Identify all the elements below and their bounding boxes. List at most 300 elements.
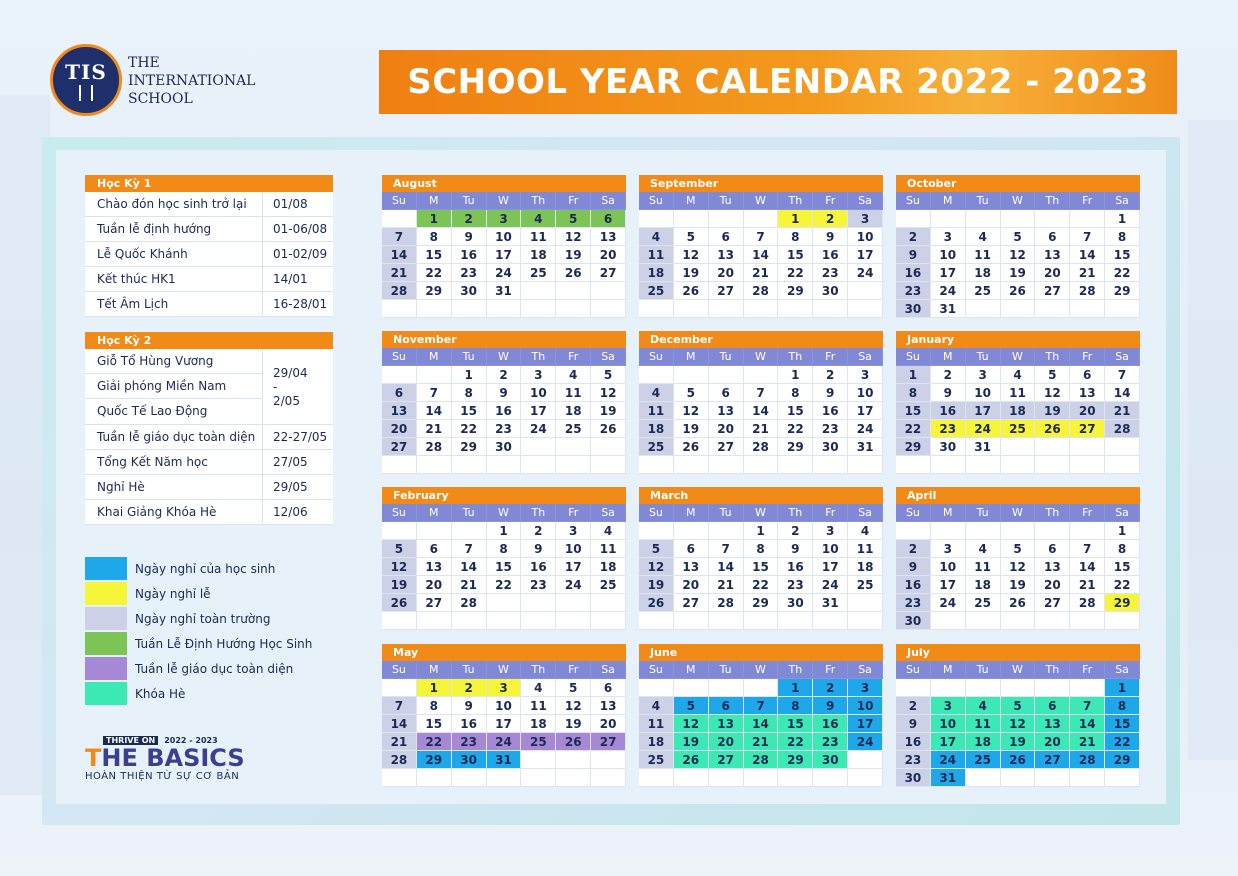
empty-day-cell [1001, 769, 1036, 787]
calendar-day: 24 [966, 420, 1001, 438]
calendar-day: 28 [382, 282, 417, 300]
weekday-header: M [931, 192, 966, 210]
calendar-day: 24 [521, 420, 556, 438]
empty-day-cell [639, 366, 674, 384]
calendar-day: 29 [778, 282, 813, 300]
weekday-header: Tu [452, 504, 487, 522]
legend-label: Ngày nghỉ lễ [135, 586, 211, 601]
calendar-day: 28 [1070, 594, 1105, 612]
weekday-header: M [674, 192, 709, 210]
calendar-day: 26 [674, 282, 709, 300]
calendar-day: 19 [382, 576, 417, 594]
legend-item [85, 606, 312, 631]
empty-day-cell [487, 456, 522, 474]
calendar-day: 10 [966, 384, 1001, 402]
calendar-day: 28 [1105, 420, 1140, 438]
calendar-day: 5 [674, 697, 709, 715]
calendar-day: 11 [639, 246, 674, 264]
brand-name: HE BASICS [101, 744, 245, 772]
weekday-header: Sa [848, 348, 883, 366]
calendar-day: 6 [417, 540, 452, 558]
weekday-header: Th [1035, 348, 1070, 366]
event-row [85, 450, 333, 475]
calendar-day: 6 [1035, 697, 1070, 715]
weekday-header: Sa [591, 504, 626, 522]
calendar-day: 10 [848, 228, 883, 246]
calendar-day: 24 [487, 264, 522, 282]
calendar-day: 29 [744, 594, 779, 612]
empty-day-cell [521, 612, 556, 630]
calendar-day: 19 [1035, 402, 1070, 420]
event-row [85, 500, 333, 525]
empty-day-cell [744, 366, 779, 384]
calendar-day: 9 [521, 540, 556, 558]
calendar-day: 29 [417, 282, 452, 300]
weekday-header: Fr [813, 348, 848, 366]
calendar-day: 19 [556, 715, 591, 733]
calendar-day: 12 [639, 558, 674, 576]
calendar-day: 21 [417, 420, 452, 438]
calendar-day: 12 [1035, 384, 1070, 402]
calendar-day: 12 [556, 697, 591, 715]
weekday-header: Sa [1105, 348, 1140, 366]
calendar-day: 21 [382, 264, 417, 282]
empty-day-cell [744, 679, 779, 697]
weekday-header: W [1001, 661, 1036, 679]
calendar-day: 8 [487, 540, 522, 558]
calendar-day: 18 [966, 264, 1001, 282]
calendar-day: 17 [931, 576, 966, 594]
calendar-day: 13 [709, 715, 744, 733]
event-name: Tuần lễ định hướng [85, 217, 263, 241]
calendar-day: 4 [556, 366, 591, 384]
background-building [1188, 120, 1238, 760]
calendar-day: 10 [813, 540, 848, 558]
empty-day-cell [1001, 522, 1036, 540]
calendar-day: 20 [709, 264, 744, 282]
legend-label: Tuần Lễ Định Hướng Học Sinh [135, 636, 313, 651]
month-title: April [896, 487, 1140, 504]
branding-years: 2022 - 2023 [164, 736, 218, 745]
calendar-day: 8 [452, 384, 487, 402]
empty-day-cell [931, 210, 966, 228]
calendar-day: 21 [1105, 402, 1140, 420]
calendar-day: 25 [1001, 420, 1036, 438]
empty-day-cell [966, 769, 1001, 787]
calendar-day: 11 [848, 540, 883, 558]
empty-day-cell [966, 456, 1001, 474]
event-row [85, 425, 333, 450]
calendar-day: 26 [1001, 751, 1036, 769]
calendar-day: 7 [417, 384, 452, 402]
calendar-day: 4 [591, 522, 626, 540]
calendar-day: 13 [1035, 558, 1070, 576]
event-date: 01-06/08 [273, 222, 328, 236]
empty-day-cell [639, 300, 674, 318]
calendar-day: 25 [966, 282, 1001, 300]
calendar-day: 9 [896, 715, 931, 733]
month-august [382, 175, 626, 318]
empty-day-cell [848, 300, 883, 318]
pillar-icon [79, 85, 93, 101]
calendar-day: 1 [744, 522, 779, 540]
empty-day-cell [1070, 210, 1105, 228]
calendar-day: 5 [1001, 697, 1036, 715]
empty-day-cell [521, 438, 556, 456]
calendar-day: 14 [1105, 384, 1140, 402]
calendar-day: 15 [778, 715, 813, 733]
empty-day-cell [966, 612, 1001, 630]
legend-label: Khóa Hè [135, 686, 186, 701]
calendar-day: 29 [1105, 594, 1140, 612]
page-title: SCHOOL YEAR CALENDAR 2022 - 2023 [407, 62, 1149, 102]
empty-day-cell [931, 679, 966, 697]
calendar-day: 26 [639, 594, 674, 612]
empty-day-cell [674, 769, 709, 787]
empty-day-cell [556, 438, 591, 456]
empty-day-cell [382, 366, 417, 384]
calendar-day: 14 [382, 715, 417, 733]
calendar-day: 27 [417, 594, 452, 612]
weekday-header: M [417, 504, 452, 522]
calendar-day: 16 [896, 733, 931, 751]
weekday-header: Fr [813, 661, 848, 679]
calendar-day: 21 [382, 733, 417, 751]
calendar-day: 2 [896, 697, 931, 715]
empty-day-cell [674, 210, 709, 228]
legend-label: Ngày nghỉ toàn trường [135, 611, 271, 626]
calendar-day: 26 [674, 751, 709, 769]
calendar-day: 27 [382, 438, 417, 456]
calendar-day: 7 [452, 540, 487, 558]
month-march [639, 487, 883, 630]
calendar-day: 5 [674, 384, 709, 402]
calendar-day: 27 [591, 264, 626, 282]
weekday-header: Sa [848, 192, 883, 210]
event-name: Kết thúc HK1 [85, 267, 263, 291]
calendar-day: 25 [521, 264, 556, 282]
calendar-day: 7 [1070, 697, 1105, 715]
empty-day-cell [674, 612, 709, 630]
calendar-day: 7 [744, 384, 779, 402]
weekday-header: Sa [591, 661, 626, 679]
calendar-day: 12 [1001, 558, 1036, 576]
calendar-day: 25 [521, 733, 556, 751]
calendar-day: 1 [1105, 210, 1140, 228]
calendar-day: 5 [556, 679, 591, 697]
calendar-day: 4 [521, 210, 556, 228]
empty-day-cell [674, 522, 709, 540]
calendar-day: 14 [1070, 558, 1105, 576]
weekday-header: Fr [813, 504, 848, 522]
calendar-day: 8 [1105, 697, 1140, 715]
weekday-header: Su [896, 661, 931, 679]
calendar-day: 28 [744, 438, 779, 456]
calendar-day: 3 [813, 522, 848, 540]
calendar-day: 30 [813, 282, 848, 300]
calendar-day: 13 [709, 246, 744, 264]
weekday-header: M [931, 348, 966, 366]
month-title: July [896, 644, 1140, 661]
calendar-day: 17 [848, 402, 883, 420]
calendar-day: 16 [813, 246, 848, 264]
calendar-day: 9 [487, 384, 522, 402]
empty-day-cell [709, 300, 744, 318]
empty-day-cell [591, 456, 626, 474]
month-july [896, 644, 1140, 787]
weekday-header: Th [521, 348, 556, 366]
empty-day-cell [452, 456, 487, 474]
event-date: 27/05 [273, 455, 308, 469]
weekday-header: Th [521, 504, 556, 522]
semester1-table [85, 175, 333, 317]
calendar-day: 14 [744, 402, 779, 420]
calendar-day: 26 [382, 594, 417, 612]
empty-day-cell [487, 594, 522, 612]
empty-day-cell [966, 300, 1001, 318]
calendar-day: 6 [709, 697, 744, 715]
empty-day-cell [709, 456, 744, 474]
legend-label: Tuần lễ giáo dục toàn diện [135, 661, 294, 676]
calendar-day: 20 [1035, 733, 1070, 751]
calendar-day: 13 [709, 402, 744, 420]
calendar-day: 18 [966, 733, 1001, 751]
empty-day-cell [1070, 456, 1105, 474]
calendar-day: 9 [813, 697, 848, 715]
legend-swatch [85, 632, 127, 655]
calendar-day: 7 [744, 697, 779, 715]
weekday-header: Sa [591, 348, 626, 366]
weekday-header: Tu [709, 661, 744, 679]
weekday-header: Sa [591, 192, 626, 210]
calendar-day: 11 [591, 540, 626, 558]
weekday-header: Fr [813, 192, 848, 210]
empty-day-cell [382, 522, 417, 540]
calendar-day: 13 [591, 228, 626, 246]
calendar-day: 15 [487, 558, 522, 576]
calendar-day: 3 [931, 228, 966, 246]
brand-initial: T [85, 744, 102, 772]
weekday-header: Th [778, 504, 813, 522]
calendar-day: 12 [1001, 246, 1036, 264]
calendar-day: 9 [778, 540, 813, 558]
calendar-day: 3 [966, 366, 1001, 384]
calendar-day: 29 [778, 438, 813, 456]
weekday-header: W [487, 504, 522, 522]
weekday-header: Tu [452, 348, 487, 366]
month-title: September [639, 175, 883, 192]
calendar-day: 13 [1035, 246, 1070, 264]
weekday-header: W [487, 192, 522, 210]
calendar-day: 8 [778, 697, 813, 715]
legend-item [85, 681, 312, 706]
calendar-day: 29 [1105, 282, 1140, 300]
event-date: 29/05 [273, 480, 308, 494]
calendar-day: 17 [556, 558, 591, 576]
calendar-day: 23 [896, 282, 931, 300]
calendar-day: 18 [639, 264, 674, 282]
calendar-day: 27 [1035, 751, 1070, 769]
calendar-day: 12 [674, 715, 709, 733]
empty-day-cell [521, 751, 556, 769]
calendar-day: 20 [709, 420, 744, 438]
calendar-day: 6 [709, 228, 744, 246]
empty-day-cell [639, 522, 674, 540]
month-may [382, 644, 626, 787]
event-date: 16-28/01 [273, 297, 328, 311]
weekday-header: Fr [1070, 348, 1105, 366]
calendar-day: 23 [813, 264, 848, 282]
empty-day-cell [813, 300, 848, 318]
empty-day-cell [417, 366, 452, 384]
calendar-day: 18 [639, 733, 674, 751]
weekday-header: Su [896, 504, 931, 522]
empty-day-cell [1105, 769, 1140, 787]
calendar-day: 16 [896, 576, 931, 594]
calendar-day: 10 [487, 228, 522, 246]
empty-day-cell [1001, 300, 1036, 318]
calendar-day: 28 [744, 282, 779, 300]
calendar-day: 8 [778, 228, 813, 246]
calendar-day: 8 [896, 384, 931, 402]
empty-day-cell [931, 612, 966, 630]
empty-day-cell [417, 769, 452, 787]
weekday-header: Sa [848, 661, 883, 679]
calendar-day: 28 [417, 438, 452, 456]
empty-day-cell [556, 282, 591, 300]
empty-day-cell [1035, 438, 1070, 456]
empty-day-cell [896, 679, 931, 697]
weekday-header: M [417, 661, 452, 679]
calendar-day: 7 [1105, 366, 1140, 384]
month-title: January [896, 331, 1140, 348]
empty-day-cell [896, 522, 931, 540]
calendar-day: 9 [452, 697, 487, 715]
calendar-day: 14 [1070, 246, 1105, 264]
calendar-day: 12 [1001, 715, 1036, 733]
empty-day-cell [487, 612, 522, 630]
event-date: 14/01 [273, 272, 308, 286]
calendar-day: 15 [417, 246, 452, 264]
calendar-day: 15 [452, 402, 487, 420]
empty-day-cell [639, 679, 674, 697]
merged-holiday-rows [85, 349, 333, 425]
weekday-header: Su [382, 348, 417, 366]
weekday-header: Tu [966, 192, 1001, 210]
calendar-day: 6 [709, 384, 744, 402]
calendar-day: 7 [382, 697, 417, 715]
empty-day-cell [813, 612, 848, 630]
empty-day-cell [417, 612, 452, 630]
title-banner [379, 50, 1177, 114]
weekday-header: Th [521, 192, 556, 210]
calendar-day: 13 [382, 402, 417, 420]
month-june [639, 644, 883, 787]
empty-day-cell [778, 300, 813, 318]
empty-day-cell [1070, 679, 1105, 697]
calendar-day: 10 [931, 246, 966, 264]
empty-day-cell [417, 456, 452, 474]
empty-day-cell [813, 456, 848, 474]
empty-day-cell [848, 594, 883, 612]
empty-day-cell [521, 456, 556, 474]
calendar-day: 1 [417, 210, 452, 228]
empty-day-cell [556, 751, 591, 769]
calendar-day: 11 [521, 228, 556, 246]
calendar-day: 20 [674, 576, 709, 594]
calendar-day: 4 [966, 228, 1001, 246]
month-february [382, 487, 626, 630]
calendar-day: 4 [639, 697, 674, 715]
weekday-header: Su [382, 504, 417, 522]
month-december [639, 331, 883, 474]
weekday-header: M [674, 348, 709, 366]
month-november [382, 331, 626, 474]
school-logo [50, 44, 122, 116]
calendar-day: 14 [452, 558, 487, 576]
legend-item [85, 656, 312, 681]
weekday-header: M [931, 661, 966, 679]
calendar-day: 28 [709, 594, 744, 612]
calendar-day: 1 [778, 210, 813, 228]
calendar-day: 26 [674, 438, 709, 456]
calendar-day: 28 [1070, 751, 1105, 769]
calendar-day: 1 [778, 366, 813, 384]
empty-day-cell [591, 282, 626, 300]
calendar-day: 19 [1001, 264, 1036, 282]
calendar-day: 10 [487, 697, 522, 715]
calendar-day: 9 [896, 246, 931, 264]
calendar-day: 19 [1001, 733, 1036, 751]
weekday-header: Su [896, 348, 931, 366]
calendar-day: 4 [1001, 366, 1036, 384]
legend-swatch [85, 657, 127, 680]
calendar-day: 10 [931, 558, 966, 576]
calendar-day: 26 [556, 264, 591, 282]
weekday-header: Tu [709, 192, 744, 210]
calendar-day: 30 [896, 300, 931, 318]
calendar-day: 17 [487, 715, 522, 733]
calendar-day: 25 [966, 751, 1001, 769]
calendar-day: 10 [848, 384, 883, 402]
calendar-day: 19 [674, 733, 709, 751]
calendar-day: 8 [417, 697, 452, 715]
semester1-title: Học Kỳ 1 [85, 175, 333, 192]
empty-day-cell [778, 769, 813, 787]
empty-day-cell [1035, 679, 1070, 697]
calendar-day: 18 [966, 576, 1001, 594]
calendar-day: 10 [521, 384, 556, 402]
empty-day-cell [382, 679, 417, 697]
calendar-day: 25 [639, 751, 674, 769]
calendar-day: 27 [709, 282, 744, 300]
calendar-day: 11 [1001, 384, 1036, 402]
empty-day-cell [639, 456, 674, 474]
school-name [128, 54, 255, 108]
empty-day-cell [1035, 456, 1070, 474]
calendar-day: 9 [813, 384, 848, 402]
calendar-day: 22 [778, 733, 813, 751]
month-april [896, 487, 1140, 630]
calendar-day: 23 [521, 576, 556, 594]
calendar-day: 18 [639, 420, 674, 438]
weekday-header: Tu [709, 348, 744, 366]
calendar-day: 22 [896, 420, 931, 438]
empty-day-cell [1070, 769, 1105, 787]
calendar-day: 7 [1070, 540, 1105, 558]
calendar-day: 30 [813, 751, 848, 769]
calendar-day: 26 [1035, 420, 1070, 438]
